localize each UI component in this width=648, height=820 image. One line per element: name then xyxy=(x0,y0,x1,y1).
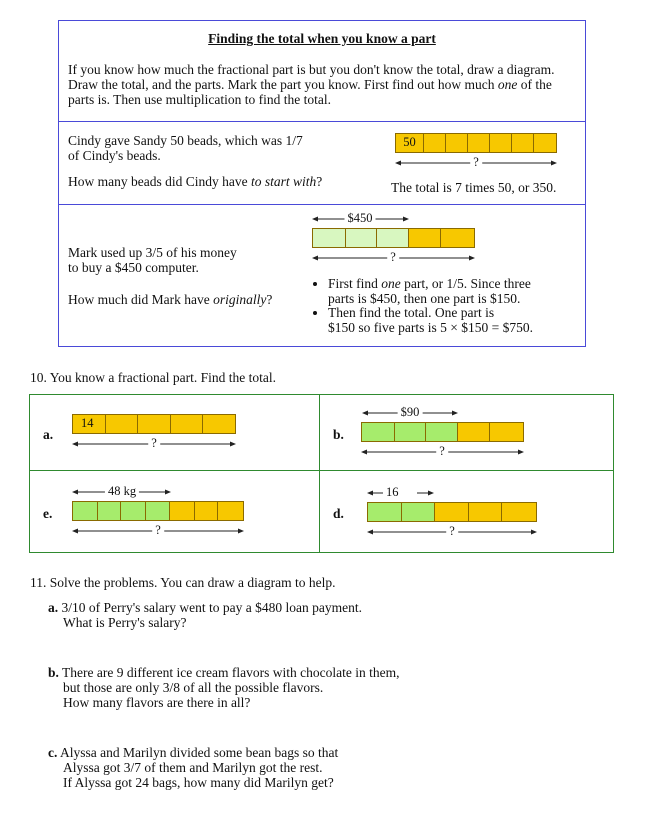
q10-b-total-arrow xyxy=(361,446,524,458)
bar-segment xyxy=(458,423,491,441)
q10-d-part-arrow xyxy=(367,487,434,499)
q11-b-letter: b. xyxy=(48,665,59,680)
example-1-part-label: 50 xyxy=(403,135,416,149)
example-2-question-text: How much did Mark have xyxy=(68,292,214,307)
q10-e-part-label: 48 kg xyxy=(105,484,139,498)
q10-a-part-label: 14 xyxy=(81,416,94,430)
explanation-bullet-2 xyxy=(328,306,574,335)
example-2-part-arrow xyxy=(312,213,409,225)
q10-a-total-label: ? xyxy=(148,436,160,450)
q11-a xyxy=(48,600,362,630)
bar-segment xyxy=(121,502,146,520)
q10-e-part-arrow xyxy=(72,486,171,498)
q11-b xyxy=(48,665,400,710)
q10-e-bar xyxy=(72,501,244,521)
bar-segment xyxy=(171,415,204,433)
q11-c-line-2: Alyssa got 3/7 of them and Marilyn got the rest. xyxy=(63,760,323,775)
info-box-divider-1 xyxy=(58,121,586,122)
intro-text-italic: one xyxy=(497,77,518,92)
q10-d-total-arrow xyxy=(367,526,537,538)
example-2-total-label: ? xyxy=(387,250,399,264)
q11-c xyxy=(48,745,338,790)
example-2-explanation xyxy=(314,277,574,335)
bar-segment xyxy=(469,503,503,521)
example-1-total-arrow xyxy=(395,157,557,169)
explanation-bullet-1 xyxy=(328,277,574,306)
bar-segment xyxy=(138,415,171,433)
bar-segment xyxy=(98,502,122,520)
bar-segment xyxy=(146,502,170,520)
example-2-question-italic: originally xyxy=(213,292,267,307)
q10-d-part-label: 16 xyxy=(383,485,417,513)
q10-b-bar xyxy=(361,422,524,442)
example-2-line-1: Mark used up 3/5 of his money xyxy=(68,245,237,260)
example-2-question xyxy=(68,292,272,307)
example-1-bar xyxy=(395,133,557,153)
intro-text-2: of the parts is. Then use multiplication to find the total. xyxy=(68,77,552,107)
q10-b-part-arrow xyxy=(362,407,458,419)
bar-segment xyxy=(426,423,458,441)
bar-segment xyxy=(106,415,139,433)
bar-segment xyxy=(441,229,474,247)
q10-b-total-label: ? xyxy=(436,444,448,458)
bar-segment xyxy=(368,503,402,521)
q11-a-line-1: 3/10 of Perry's salary went to pay a $480 loan payment. xyxy=(61,600,362,615)
q11-b-line-2: but those are only 3/8 of all the possible flavors. xyxy=(63,680,324,695)
bar-segment xyxy=(424,134,446,152)
bar-segment xyxy=(346,229,378,247)
q10-a-bar xyxy=(72,414,236,434)
bar-segment xyxy=(73,415,106,433)
q11-c-line-1: Alyssa and Marilyn divided some bean bags so that xyxy=(60,745,339,760)
example-1-question-text: How many beads did Cindy have xyxy=(68,174,251,189)
q10-e-total-arrow xyxy=(72,525,244,537)
q10-a-total-arrow xyxy=(72,438,236,450)
bar-segment xyxy=(534,134,556,152)
example-1-question xyxy=(68,174,322,189)
bar-segment xyxy=(468,134,490,152)
q10-grid-hline xyxy=(29,470,614,471)
q11-c-line-3: If Alyssa got 24 bags, how many did Marilyn get? xyxy=(63,775,334,790)
bar-segment xyxy=(377,229,409,247)
bullet-2-line-1: Then find the total. One part is xyxy=(328,305,495,320)
bar-segment xyxy=(490,134,512,152)
bar-segment xyxy=(502,503,536,521)
bullet-1-line-2: parts is $450, then one part is $150. xyxy=(328,290,521,306)
bullet-1-text: First find xyxy=(328,276,382,291)
q10-b-letter: b. xyxy=(333,427,344,442)
q10-d-letter: d. xyxy=(333,506,344,521)
bar-segment xyxy=(446,134,468,152)
example-1-question-end: ? xyxy=(316,174,323,189)
q10-b-part-label: $90 xyxy=(398,405,423,419)
bar-segment xyxy=(203,415,235,433)
bullet-1-italic: one xyxy=(381,276,401,291)
q11-b-line-1: There are 9 different ice cream flavors with chocolate in them, xyxy=(62,665,400,680)
info-box-intro xyxy=(68,62,578,107)
question-10-heading: 10. You know a fractional part. Find the total. xyxy=(30,370,276,385)
bar-segment xyxy=(170,502,195,520)
example-1-line-1: Cindy gave Sandy 50 beads, which was 1/7 xyxy=(68,133,303,148)
bar-segment xyxy=(73,502,98,520)
bar-segment xyxy=(512,134,534,152)
q10-grid-vline xyxy=(319,394,320,553)
q10-d-bar xyxy=(367,502,537,522)
bar-segment xyxy=(313,229,346,247)
bullet-2-line-2: $150 so five parts is 5 × $150 = $750. xyxy=(328,319,533,335)
q10-e-total-label: ? xyxy=(152,523,164,537)
q11-c-letter: c. xyxy=(48,745,58,760)
q11-b-line-3: How many flavors are there in all? xyxy=(63,695,251,710)
example-2-total-arrow xyxy=(312,252,475,264)
example-2-text xyxy=(68,245,237,275)
example-1-total-label: ? xyxy=(470,155,482,169)
bullet-1-text-end: part, or 1/5. Since three xyxy=(400,276,531,291)
bar-segment xyxy=(396,134,424,152)
example-2-question-end: ? xyxy=(266,292,273,307)
example-1-line-2: of Cindy's beads. xyxy=(68,148,161,163)
example-2-bar xyxy=(312,228,475,248)
example-1-answer: The total is 7 times 50, or 350. xyxy=(391,180,557,195)
bar-segment xyxy=(490,423,523,441)
example-1-question-italic: to start with xyxy=(250,174,317,189)
info-box-divider-2 xyxy=(58,204,586,205)
bar-segment xyxy=(362,423,395,441)
bar-segment xyxy=(195,502,219,520)
q11-a-line-2: What is Perry's salary? xyxy=(63,615,187,630)
q10-d-total-label: ? xyxy=(446,524,458,538)
info-box-title: Finding the total when you know a part xyxy=(208,31,436,46)
example-2-line-2: to buy a $450 computer. xyxy=(68,260,199,275)
q10-a-letter: a. xyxy=(43,427,54,442)
bar-segment xyxy=(409,229,442,247)
example-2-part-label: $450 xyxy=(345,211,376,225)
example-1-text xyxy=(68,133,303,163)
question-11-heading: 11. Solve the problems. You can draw a diagram to help. xyxy=(30,575,336,590)
q11-a-letter: a. xyxy=(48,600,59,615)
bar-segment xyxy=(395,423,427,441)
bar-segment xyxy=(402,503,436,521)
bar-segment xyxy=(218,502,243,520)
q10-e-letter: e. xyxy=(43,506,53,521)
bar-segment xyxy=(435,503,469,521)
intro-text-1: If you know how much the fractional part is but you don't know the total, draw a diagram. Draw the total, and the parts. Mark the part you know. First find out how much xyxy=(68,62,555,92)
